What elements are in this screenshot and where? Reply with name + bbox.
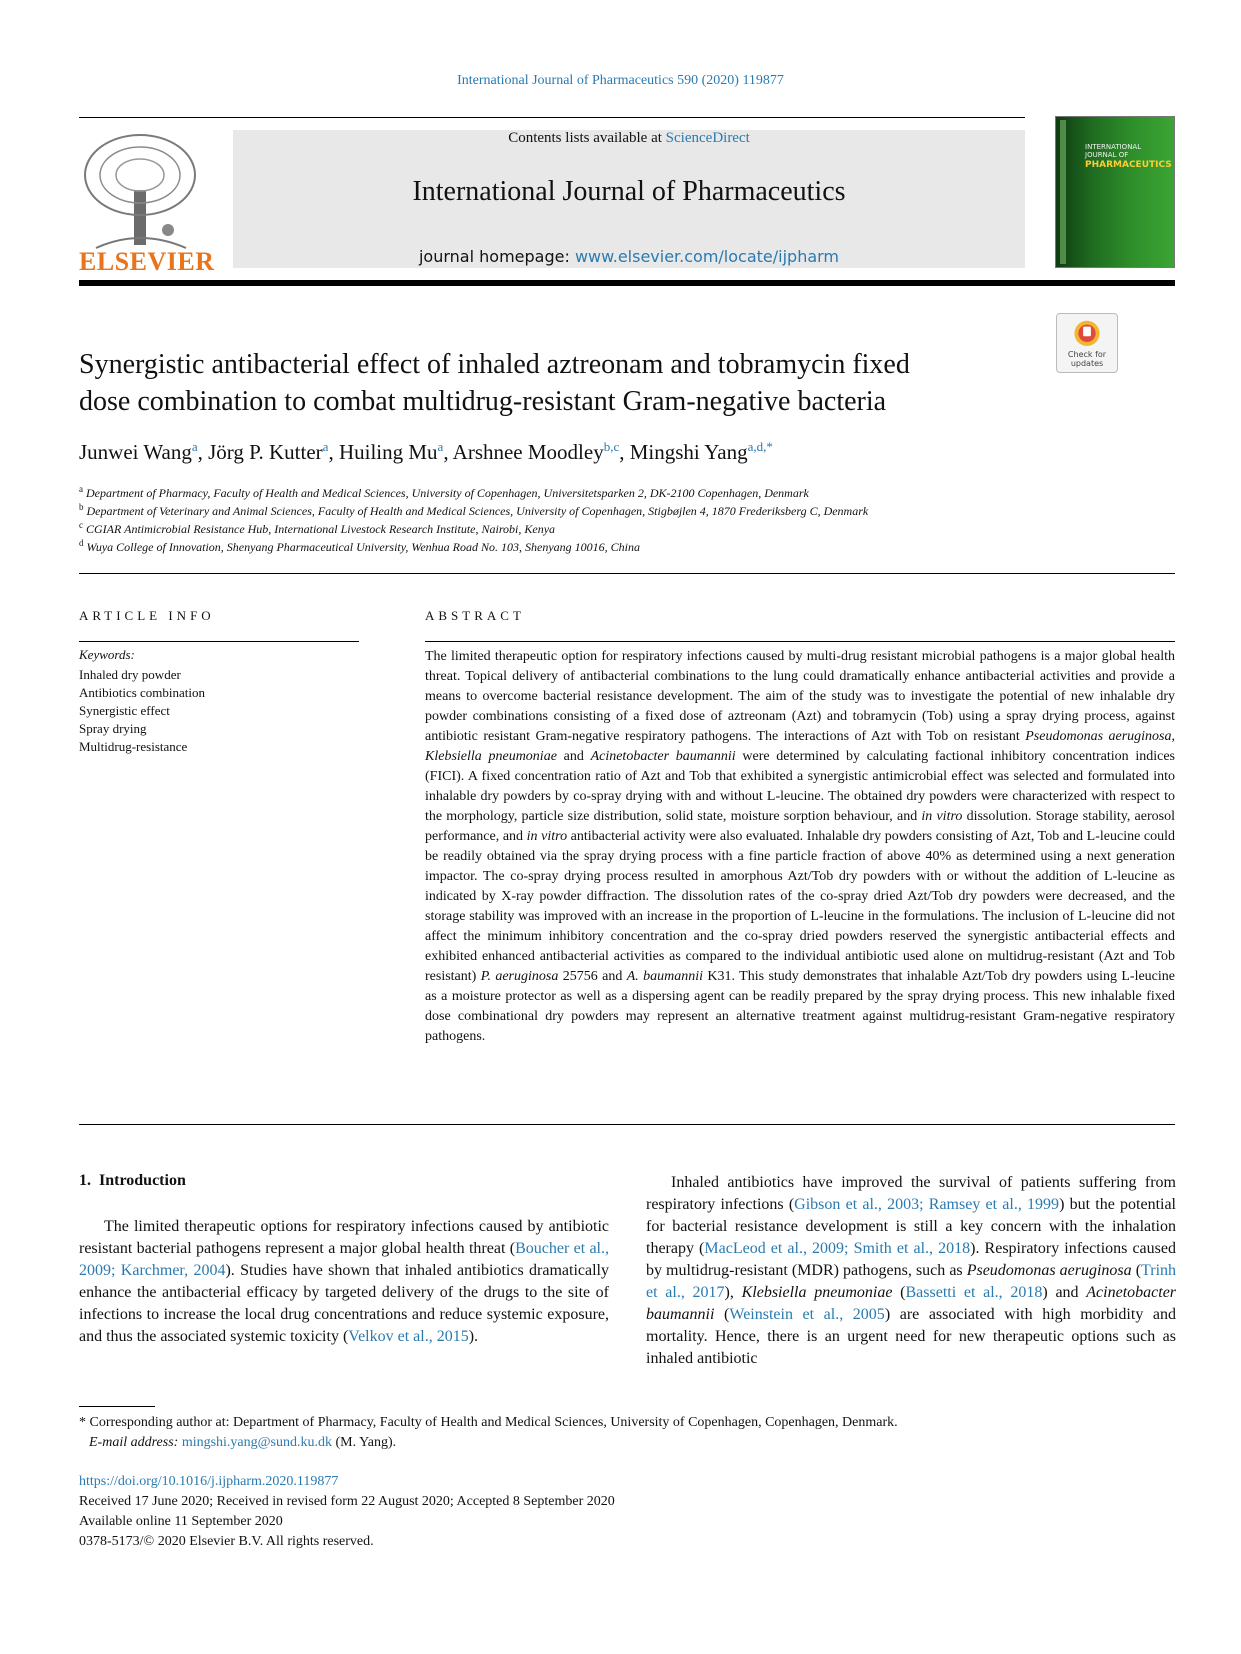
text-run: ). (468, 1328, 479, 1345)
text-run: The limited therapeutic option for respiratory infections caused by multi-drug resistant microbial pathogens is a major global health threat. Topical delivery of antibacterial combinations to the lung could dramatically enhance antibacterial activities and provide a means to overcome bacterial resistance development. The aim of the study was to investigate the potential of new inhalable dry powder combinations consisting of a fixed dose of aztreonam (Azt) and tobramycin (Tob) using a spray drying process, against antibiotic resistant Gram-negative respiratory pathogens. The interactions of Azt with Tob on resistant (425, 649, 1175, 744)
cover-stripe (1060, 120, 1066, 264)
italic-text: in vitro (921, 809, 963, 824)
affiliation-text: CGIAR Antimicrobial Resistance Hub, International Livestock Research Institute, Nairobi, Kenya (86, 522, 556, 536)
text-run: ) are associated with high morbidity and mortality. Hence, there is an urgent need for new therapeutic options such as inhaled antibiotic (646, 1306, 1177, 1367)
section-title: Introduction (99, 1172, 186, 1189)
footnote-corresponding: Corresponding author at: Department of Pharmacy, Faculty of Health and Medical Sciences, University of Copenhagen, Copenhagen, Denmark. (89, 1415, 898, 1430)
text-run: and (556, 749, 591, 764)
affiliation-list (79, 484, 1175, 556)
check-label-line-1: Check for (1067, 350, 1107, 359)
text-run: ( (714, 1306, 730, 1323)
text-run: The limited therapeutic options for respiratory infections caused by antibiotic resistant bacterial pathogens represent a major global health threat ( (79, 1218, 609, 1257)
email-label: E-mail address: (89, 1435, 179, 1450)
footnote-line-2 (79, 1433, 1175, 1453)
keyword-item: Antibiotics combination (79, 685, 206, 700)
masthead-rule-top (79, 117, 1025, 118)
sciencedirect-link[interactable]: ScienceDirect (665, 130, 750, 146)
text-run: K31. This study demonstrates that inhalable Azt/Tob dry powders using L-leucine as a moisture protector as well as a dispersing agent can be readily prepared by the spray drying process. This new inhalable fixed dose combinational dry powders may represent an alternative treatment against multidrug-resistant Gram-negative respiratory pathogens. (425, 969, 1175, 1044)
text-run: ) and (1042, 1284, 1087, 1301)
keyword-item: Inhaled dry powder (79, 667, 181, 682)
citation-link[interactable]: Velkov et al., 2015 (348, 1328, 469, 1345)
text-run: were determined by calculating factional inhibitory concentration indices (FICI). A fixed concentration ratio of Azt and Tob that exhibited a synergistic antimicrobial effect was selected and formulated into inhalable dry powders by co-spray drying with and without L-leucine. The obtained dry powders were characterized with respect to the morphology, particle size distribution, solid state, moisture sorption behaviour, and (425, 749, 1175, 824)
text-run: antibacterial activity were also evaluated. Inhalable dry powders consisting of Azt, Tob and L-leucine could be readily obtained via the spray drying process with a fine particle fraction of above 40% as determined using a next generation impactor. The co-spray drying process resulted in amorphous Azt/Tob dry powders with or without the addition of L-leucine as indicated by X-ray powder diffraction. The dissolution rates of the co-spray dried Azt/Tob dry powders were decreased, and the storage stability was improved with an increase in the proportion of L-leucine in the formulations. The inclusion of L-leucine did not affect the minimum inhibitory concentration and the co-spray dried powders reserved the synergistic antibacterial effects and exhibited enhanced antibacterial activities as compared to the individual antibiotic used alone on multidrug-resistant (Azt and Tob resistant) (425, 829, 1176, 984)
affiliation-text: Wuya College of Innovation, Shenyang Pharmaceutical University, Wenhua Road No. 103, Shenyang 10016, China (86, 540, 640, 554)
citation-link[interactable]: Gibson et al., 2003; Ramsey et al., 1999 (794, 1196, 1060, 1213)
italic-text: P. aeruginosa (480, 969, 559, 984)
author-affiliation-marker[interactable]: a (191, 439, 198, 454)
article-title (79, 346, 1039, 420)
author-separator: , (197, 440, 209, 464)
affiliation-text: Department of Veterinary and Animal Sciences, Faculty of Health and Medical Sciences, University of Copenhagen, Stigbøjlen 4, 1870 Frederiksberg C, Denmark (86, 504, 869, 518)
homepage-link[interactable]: www.elsevier.com/locate/ijpharm (574, 247, 840, 266)
text-run: 25756 and (558, 969, 627, 984)
article-info-rule (79, 641, 359, 642)
keyword-item: Multidrug-resistance (79, 739, 188, 754)
affiliation-item (79, 484, 1175, 502)
author-affiliation-marker[interactable]: b,c (603, 439, 620, 454)
italic-text: Pseudomonas aeruginosa (966, 1262, 1132, 1279)
homepage-line (233, 247, 1025, 266)
author-list (79, 440, 1175, 465)
abstract-heading: ABSTRACT (425, 608, 525, 623)
author-affiliation-marker[interactable]: a (322, 439, 329, 454)
citation-link[interactable]: Weinstein et al., 2005 (729, 1306, 885, 1323)
text-run: ). Respiratory infections caused by multidrug-resistant (MDR) pathogens, such as (646, 1240, 1176, 1279)
email-link[interactable]: mingshi.yang@sund.ku.dk (181, 1435, 332, 1450)
italic-text: Pseudomonas aeruginosa (1025, 729, 1172, 744)
section-heading-introduction (79, 1172, 186, 1190)
author-separator: , (328, 440, 339, 464)
doi-link[interactable]: https://doi.org/10.1016/j.ijpharm.2020.119877 (79, 1474, 339, 1489)
footnote-line-1 (79, 1413, 1175, 1433)
article-history: Received 17 June 2020; Received in revised form 22 August 2020; Accepted 8 September 2020 (79, 1494, 615, 1509)
cover-title-top: INTERNATIONAL JOURNAL OF (1085, 143, 1142, 160)
footnote-marker: * (79, 1415, 86, 1430)
keyword-item: Spray drying (79, 721, 147, 736)
homepage-prefix: journal homepage: (418, 247, 575, 266)
available-online: Available online 11 September 2020 (79, 1514, 283, 1529)
citation-link[interactable]: Boucher et al., 2009; Karchmer, 2004 (79, 1240, 610, 1279)
text-run: ). Studies have shown that inhaled antibiotics dramatically enhance the antibacterial efficacy by targeted delivery of the drugs to the site of infections to increase the local drug concentrations and reduce systemic exposure, and thus the associated systemic toxicity ( (79, 1262, 609, 1345)
cover-title-main: PHARMACEUTICS (1085, 159, 1172, 170)
italic-text: in vitro (526, 829, 568, 844)
italic-text: Klebsiella pneumoniae (425, 749, 557, 764)
affiliation-text: Department of Pharmacy, Faculty of Health and Medical Sciences, University of Copenhagen, Universitetsparken 2, DK-2100 Copenhagen, Denmark (86, 486, 809, 500)
author-affiliation-marker[interactable]: a,d,* (747, 439, 773, 454)
author-affiliation-marker[interactable]: a (437, 439, 444, 454)
author-name: Arshnee Moodley (452, 440, 604, 464)
text-run: ) but the potential for bacterial resistance development is still a key concern with the inhalation therapy ( (646, 1196, 1177, 1257)
text-run: ( (1131, 1262, 1142, 1279)
section-number: 1. (79, 1172, 91, 1189)
text-run: dissolution. Storage stability, aerosol performance, and (425, 809, 1175, 844)
affiliation-key: a (79, 484, 83, 494)
author-name: Jörg P. Kutter (208, 440, 323, 464)
affiliation-key: c (79, 520, 83, 530)
author-separator: , (443, 440, 453, 464)
copyright: 0378-5173/© 2020 Elsevier B.V. All rights reserved. (79, 1534, 374, 1549)
keywords-list (79, 666, 205, 756)
author-name: Huiling Mu (338, 440, 438, 464)
affiliation-key: b (79, 502, 84, 512)
contents-prefix: Contents lists available at (508, 130, 666, 146)
intro-paragraph-2 (646, 1172, 1176, 1370)
citation-link[interactable]: Bassetti et al., 2018 (905, 1284, 1043, 1301)
italic-text: Acinetobacter baumannii (646, 1284, 1177, 1323)
keywords-label: Keywords: (79, 647, 135, 662)
affiliation-item (79, 520, 1175, 538)
abstract-rule (425, 641, 1175, 642)
article-title-line-2: dose combination to combat multidrug-resistant Gram-negative bacteria (79, 386, 887, 417)
text-run: , (1171, 729, 1175, 744)
affiliation-item (79, 538, 1175, 556)
elsevier-wordmark: ELSEVIER (79, 247, 215, 276)
citation-link[interactable]: MacLeod et al., 2009; Smith et al., 2018 (704, 1240, 971, 1257)
text-run: ), (724, 1284, 742, 1301)
italic-text: A. baumannii (626, 969, 704, 984)
keyword-item: Synergistic effect (79, 703, 170, 718)
check-label-line-2: updates (1070, 359, 1104, 368)
citation-link[interactable]: Trinh et al., 2017 (646, 1262, 1177, 1301)
email-suffix: (M. Yang). (331, 1435, 397, 1450)
running-head: International Journal of Pharmaceutics 590 (2020) 119877 (457, 73, 784, 88)
rule-after-affiliations (79, 573, 1175, 574)
cover-title (1085, 143, 1173, 171)
journal-name: International Journal of Pharmaceutics (412, 176, 846, 207)
text-run: Inhaled antibiotics have improved the survival of patients suffering from respiratory infections ( (646, 1174, 1176, 1213)
footnote-rule (79, 1406, 155, 1407)
affiliation-key: d (79, 538, 84, 548)
author-name: Junwei Wang (79, 440, 192, 464)
intro-paragraph-1 (79, 1216, 609, 1348)
rule-after-abstract (79, 1124, 1175, 1125)
affiliation-item (79, 502, 1175, 520)
abstract-text (425, 647, 1175, 1047)
author-separator: , (619, 440, 630, 464)
contents-line (233, 130, 1025, 147)
front-matter (79, 1472, 1175, 1552)
article-info-heading: ARTICLE INFO (79, 608, 215, 623)
text-run: ( (892, 1284, 906, 1301)
italic-text: Klebsiella pneumoniae (741, 1284, 893, 1301)
check-for-updates-label[interactable] (1056, 350, 1118, 368)
article-title-line-1: Synergistic antibacterial effect of inhaled aztreonam and tobramycin fixed (79, 349, 910, 380)
corresponding-author-footnote (79, 1413, 1175, 1453)
italic-text: Acinetobacter baumannii (590, 749, 736, 764)
author-name: Mingshi Yang (629, 440, 748, 464)
masthead-rule-bottom (79, 280, 1175, 286)
journal-cover-image (1055, 116, 1175, 268)
